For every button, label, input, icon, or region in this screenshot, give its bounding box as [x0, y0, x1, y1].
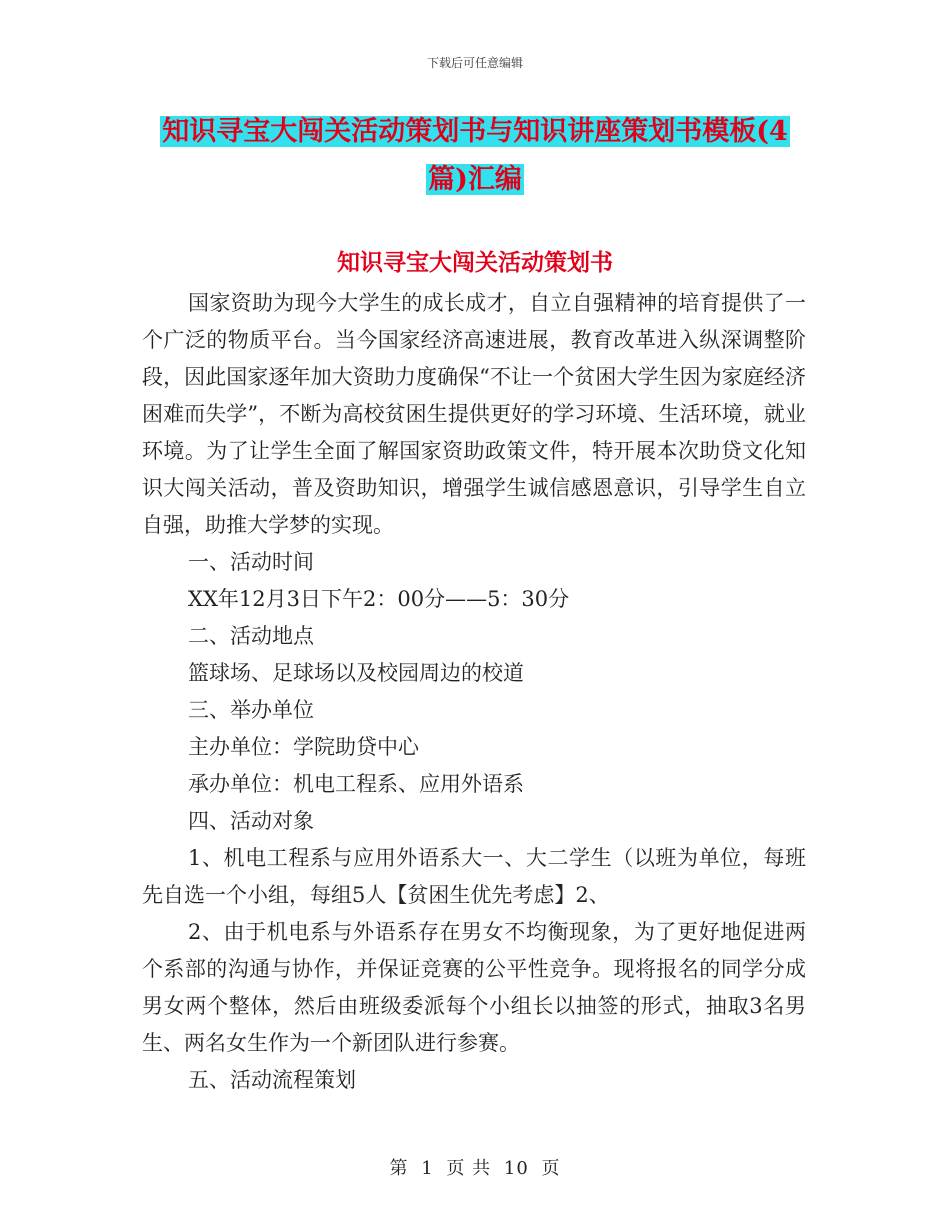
- paragraph-organizer: 承办单位：机电工程系、应用外语系: [188, 772, 524, 796]
- footer-suffix: 页: [541, 1158, 561, 1179]
- document-title-line-2: 篇)汇编: [428, 164, 522, 195]
- header-note: 下载后可任意编辑: [426, 56, 523, 70]
- section-title: 知识寻宝大闯关活动策划书: [337, 249, 613, 276]
- heading-activity-process: 五、活动流程策划: [188, 1068, 356, 1092]
- document-body: [142, 285, 806, 1099]
- paragraph-location: 篮球场、足球场以及校园周边的校道: [188, 661, 524, 685]
- paragraph-time: XX年12月3日下午2：00分——5：30分: [188, 587, 570, 611]
- footer-page-number: 1: [421, 1158, 434, 1179]
- paragraph-participants-1: 1、机电工程系与应用外语系大一、大二学生（以班为单位，每班先自选一个小组，每组5人【贫困生优先考虑】2、: [142, 846, 806, 907]
- heading-activity-time: 一、活动时间: [188, 550, 314, 574]
- footer-total-pages: 10: [503, 1158, 529, 1179]
- heading-activity-location: 二、活动地点: [188, 624, 314, 648]
- heading-organizers: 三、举办单位: [188, 698, 314, 722]
- paragraph-host: 主办单位：学院助贷中心: [188, 735, 419, 759]
- heading-participants: 四、活动对象: [188, 809, 314, 833]
- footer-middle: 页 共: [446, 1158, 492, 1179]
- page-footer: [0, 1154, 950, 1180]
- paragraph-participants-2: 2、由于机电系与外语系存在男女不均衡现象，为了更好地促进两个系部的沟通与协作，并保证竞赛的公平性竞争。现将报名的同学分成男女两个整体，然后由班级委派每个小组长以抽签的形式，抽取3名男生、两名女生作为一个新团队进行参赛。: [142, 920, 806, 1055]
- footer-prefix: 第: [389, 1158, 409, 1179]
- document-title-line-1: 知识寻宝大闯关活动策划书与知识讲座策划书模板(4: [162, 116, 788, 147]
- paragraph-intro: 国家资助为现今大学生的成长成才，自立自强精神的培育提供了一个广泛的物质平台。当今国家经济高速进展，教育改革进入纵深调整阶段，因此国家逐年加大资助力度确保“不让一个贫困大学生因为家庭经济困难而失学”，不断为高校贫困生提供更好的学习环境、生活环境，就业环境。为了让学生全面了解国家资助政策文件，特开展本次助贷文化知识大闯关活动，普及资助知识，增强学生诚信感恩意识，引导学生自立自强，助推大学梦的实现。: [142, 291, 806, 537]
- document-title: [140, 108, 810, 204]
